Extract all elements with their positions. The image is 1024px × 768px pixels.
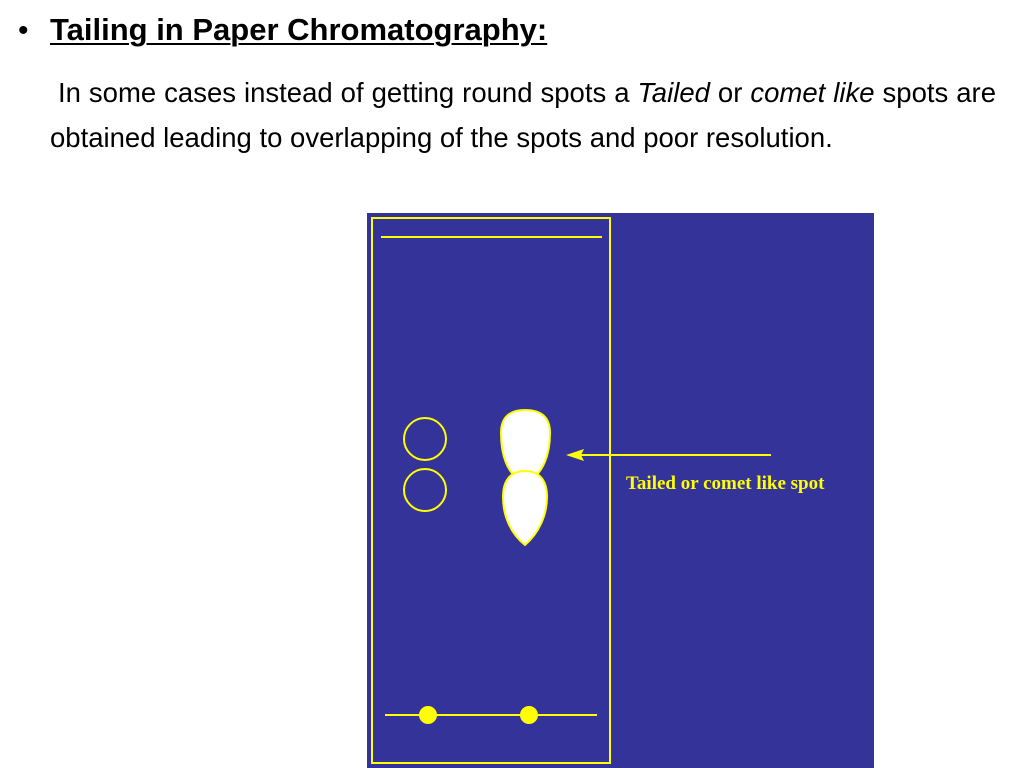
paragraph-em-tailed: Tailed [637, 77, 710, 108]
paragraph-tail: spots are obtained leading to overlapping of the spots and poor resolution. [50, 77, 996, 153]
page-title: Tailing in Paper Chromatography: [50, 12, 548, 47]
title-row [18, 12, 547, 48]
paragraph-em-comet: comet like [750, 77, 875, 108]
paragraph-lead: In some cases instead of getting round spots a [58, 77, 638, 108]
body-paragraph [50, 70, 996, 160]
bullet-icon: • [18, 14, 29, 47]
chromatogram-diagram [367, 213, 874, 768]
origin-dot-1 [419, 706, 437, 724]
chromatogram-svg [367, 213, 874, 768]
origin-dot-2 [520, 706, 538, 724]
annotation-label: Tailed or comet like spot [626, 473, 825, 494]
paragraph-mid: or [709, 77, 751, 108]
